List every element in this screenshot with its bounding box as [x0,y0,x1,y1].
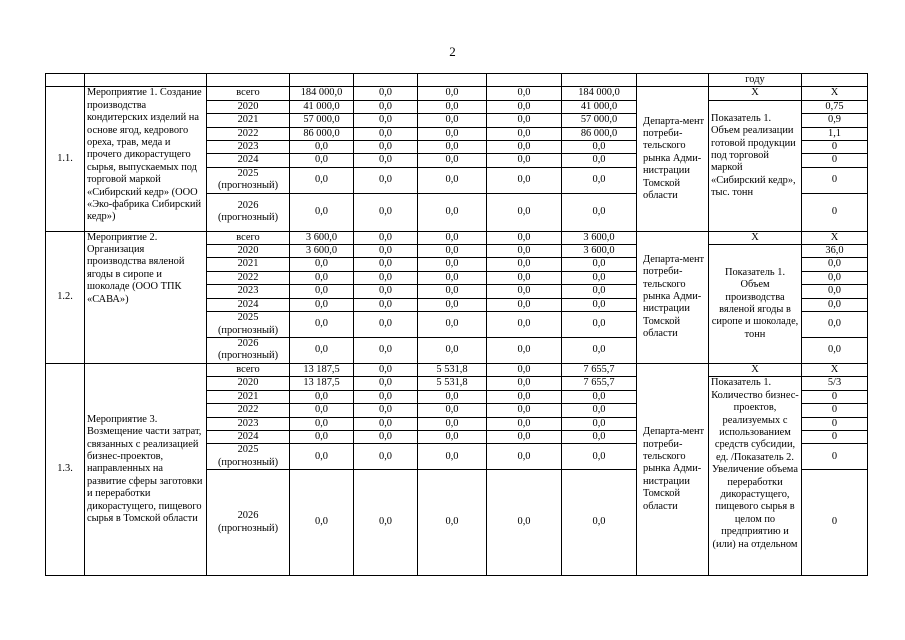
amount-cell: 5 531,8 [418,377,487,390]
indicator-value: 0 [802,417,868,430]
amount-cell: 0,0 [418,167,487,193]
amount-cell: 0,0 [418,141,487,154]
amount-cell: 7 655,7 [562,377,637,390]
amount-cell: 41 000,0 [562,100,637,113]
amount-cell: 0,0 [418,271,487,284]
amount-cell: 0,0 [562,337,637,363]
amount-cell: 0,0 [487,258,562,271]
amount-cell: 0,0 [418,245,487,258]
amount-cell: 0,0 [562,298,637,311]
indicator-value: 0,9 [802,114,868,127]
amount-cell: 0,0 [290,258,354,271]
indicator-value: 0 [802,404,868,417]
amount-cell: 0,0 [290,430,354,443]
indicator-description [709,100,802,231]
amount-cell: 41 000,0 [290,100,354,113]
amount-cell: 0,0 [418,390,487,403]
amount-cell: 0,0 [418,87,487,100]
amount-cell: 0,0 [418,100,487,113]
amount-cell: 0,0 [418,231,487,244]
period-cell: 2024 [207,298,290,311]
amount-cell: 0,0 [562,167,637,193]
amount-cell: 0,0 [290,141,354,154]
table-row [46,87,868,100]
amount-cell: 0,0 [354,87,418,100]
amount-cell: 0,0 [487,285,562,298]
department-cell: Департа-мент потреби-тельского рынка Адми-нистрации Томской области [637,231,709,363]
amount-cell: 0,0 [418,258,487,271]
amount-cell: 0,0 [562,444,637,470]
amount-cell: 0,0 [290,470,354,576]
period-cell: 2020 [207,100,290,113]
amount-cell: 0,0 [487,470,562,576]
amount-cell: 0,0 [354,114,418,127]
amount-cell: 3 600,0 [290,245,354,258]
indicator-value: 0,0 [802,271,868,284]
amount-cell: 5 531,8 [418,363,487,376]
period-cell: 2022 [207,127,290,140]
amount-cell: 0,0 [290,444,354,470]
period-cell: 2026 (прогнозный) [207,193,290,231]
header-row [46,74,868,87]
period-cell: 2022 [207,271,290,284]
indicator-text: Показатель 1. Объем реализации готовой продукции под торговой маркой «Сибирский кедр», тыс. тонн [711,112,796,199]
amount-cell: 0,0 [290,390,354,403]
period-cell: 2020 [207,377,290,390]
period-cell: 2020 [207,245,290,258]
period-cell: 2025 (прогнозный) [207,312,290,338]
indicator-total-cell: X [709,87,802,100]
amount-cell: 0,0 [562,430,637,443]
period-cell: 2026 (прогнозный) [207,337,290,363]
indicator-value: 0 [802,154,868,167]
amount-cell: 0,0 [487,114,562,127]
table-row [46,363,868,376]
amount-cell: 3 600,0 [290,231,354,244]
amount-cell: 13 187,5 [290,377,354,390]
indicator-value: X [802,231,868,244]
amount-cell: 0,0 [354,193,418,231]
indicator-value: 5/3 [802,377,868,390]
amount-cell: 0,0 [354,100,418,113]
amount-cell: 0,0 [562,285,637,298]
amount-cell: 0,0 [354,417,418,430]
amount-cell: 0,0 [354,245,418,258]
indicator-value: 0 [802,167,868,193]
table-row [46,231,868,244]
amount-cell: 0,0 [487,245,562,258]
period-cell: 2024 [207,154,290,167]
amount-cell: 0,0 [562,258,637,271]
period-cell: 2026 (прогнозный) [207,470,290,576]
section-number: 1.3. [46,363,85,575]
indicator-header-cell: году [709,74,802,87]
amount-cell: 0,0 [354,470,418,576]
amount-cell: 0,0 [354,285,418,298]
department-cell: Департа-мент потреби-тельского рынка Адми-нистрации Томской области [637,363,709,575]
amount-cell: 0,0 [354,377,418,390]
indicator-value: 0,0 [802,298,868,311]
indicator-value: X [802,363,868,376]
amount-cell: 0,0 [418,154,487,167]
indicator-value: X [802,87,868,100]
amount-cell: 0,0 [487,231,562,244]
indicator-description [709,377,802,576]
indicator-value: 0 [802,430,868,443]
period-cell: 2023 [207,285,290,298]
indicator-text: Показатель 1. Объем производства вяленой ягоды в сиропе и шоколаде, тонн [711,266,799,340]
amount-cell: 0,0 [487,444,562,470]
indicator-text: Количество бизнес-проектов, реализуемых с использованием средств субсидии, ед. /Показатель 2. Увеличение объема переработки дикорастущего, пищевого сырья в целом по предприятию и (или) на отдельном [711,389,799,550]
amount-cell: 0,0 [487,100,562,113]
indicator-value: 0 [802,390,868,403]
period-cell: всего [207,87,290,100]
amount-cell: 57 000,0 [290,114,354,127]
amount-cell: 0,0 [487,127,562,140]
indicator-value: 36,0 [802,245,868,258]
period-cell: 2025 (прогнозный) [207,167,290,193]
indicator-description [709,245,802,364]
amount-cell: 86 000,0 [290,127,354,140]
amount-cell: 0,0 [487,87,562,100]
section-number: 1.1. [46,87,85,231]
amount-cell: 0,0 [487,337,562,363]
period-cell: всего [207,231,290,244]
indicator-total-cell: X [709,231,802,244]
amount-cell: 57 000,0 [562,114,637,127]
indicator-value: 0,0 [802,285,868,298]
amount-cell: 0,0 [354,258,418,271]
period-cell: всего [207,363,290,376]
amount-cell: 0,0 [487,193,562,231]
indicator-value: 0 [802,193,868,231]
amount-cell: 3 600,0 [562,231,637,244]
event-description: Мероприятие 3. Возмещение части затрат, связанных с реализацией бизнес-проектов, направленных на развитие сферы заготовки и переработки дикорастущего, пищевого сырья в Томской области [85,363,207,575]
amount-cell: 0,0 [354,167,418,193]
indicator-value: 1,1 [802,127,868,140]
amount-cell: 0,0 [354,231,418,244]
period-cell: 2025 (прогнозный) [207,444,290,470]
amount-cell: 0,0 [290,298,354,311]
indicator-value: 0,75 [802,100,868,113]
amount-cell: 0,0 [562,404,637,417]
amount-cell: 0,0 [354,404,418,417]
indicator-heading: Показатель 1. [711,377,772,389]
amount-cell: 0,0 [418,417,487,430]
indicator-value: 0 [802,470,868,576]
amount-cell: 184 000,0 [562,87,637,100]
indicator-value: 0,0 [802,312,868,338]
amount-cell: 0,0 [562,470,637,576]
amount-cell: 86 000,0 [562,127,637,140]
amount-cell: 0,0 [354,127,418,140]
amount-cell: 0,0 [418,193,487,231]
amount-cell: 0,0 [562,417,637,430]
amount-cell: 0,0 [418,404,487,417]
period-cell: 2021 [207,258,290,271]
amount-cell: 0,0 [487,167,562,193]
budget-table [45,73,868,576]
amount-cell: 0,0 [290,167,354,193]
amount-cell: 0,0 [418,430,487,443]
amount-cell: 0,0 [562,154,637,167]
amount-cell: 0,0 [562,193,637,231]
amount-cell: 7 655,7 [562,363,637,376]
amount-cell: 0,0 [354,298,418,311]
period-cell: 2021 [207,390,290,403]
indicator-value: 0,0 [802,337,868,363]
amount-cell: 0,0 [487,298,562,311]
amount-cell: 0,0 [290,193,354,231]
amount-cell: 0,0 [487,363,562,376]
indicator-total-cell: X [709,363,802,376]
indicator-value: 0 [802,444,868,470]
amount-cell: 0,0 [562,390,637,403]
event-description: Мероприятие 1. Создание производства кондитерских изделий на основе ягод, кедрового ореха, трав, меда и прочего дикорастущего сырья, выпускаемых под торговой маркой «Сибирский кедр» (ООО «Эко-фабрика Сибирский кедр») [85,87,207,231]
amount-cell: 0,0 [418,312,487,338]
amount-cell: 0,0 [354,430,418,443]
amount-cell: 0,0 [487,377,562,390]
period-cell: 2023 [207,141,290,154]
amount-cell: 0,0 [487,141,562,154]
amount-cell: 0,0 [487,312,562,338]
period-cell: 2023 [207,417,290,430]
amount-cell: 0,0 [290,285,354,298]
page-number: 2 [449,44,456,59]
amount-cell: 0,0 [487,430,562,443]
amount-cell: 3 600,0 [562,245,637,258]
amount-cell: 0,0 [354,271,418,284]
amount-cell: 0,0 [418,127,487,140]
amount-cell: 0,0 [354,390,418,403]
event-description: Мероприятие 2. Организация производства вяленой ягоды в сиропе и шоколаде (ООО ТПК «САВА») [85,231,207,363]
amount-cell: 0,0 [487,390,562,403]
amount-cell: 184 000,0 [290,87,354,100]
amount-cell: 0,0 [290,312,354,338]
amount-cell: 0,0 [562,312,637,338]
amount-cell: 0,0 [418,337,487,363]
amount-cell: 0,0 [290,404,354,417]
amount-cell: 0,0 [562,271,637,284]
amount-cell: 13 187,5 [290,363,354,376]
amount-cell: 0,0 [290,337,354,363]
amount-cell: 0,0 [354,337,418,363]
section-number: 1.2. [46,231,85,363]
amount-cell: 0,0 [290,417,354,430]
amount-cell: 0,0 [562,141,637,154]
amount-cell: 0,0 [354,444,418,470]
amount-cell: 0,0 [418,470,487,576]
amount-cell: 0,0 [418,298,487,311]
amount-cell: 0,0 [290,154,354,167]
amount-cell: 0,0 [487,404,562,417]
period-cell: 2024 [207,430,290,443]
amount-cell: 0,0 [354,363,418,376]
amount-cell: 0,0 [418,444,487,470]
amount-cell: 0,0 [354,312,418,338]
amount-cell: 0,0 [354,141,418,154]
period-cell: 2021 [207,114,290,127]
amount-cell: 0,0 [487,271,562,284]
indicator-value: 0,0 [802,258,868,271]
period-cell: 2022 [207,404,290,417]
amount-cell: 0,0 [354,154,418,167]
amount-cell: 0,0 [418,114,487,127]
amount-cell: 0,0 [487,154,562,167]
department-cell: Департа-мент потреби-тельского рынка Адми-нистрации Томской области [637,87,709,231]
amount-cell: 0,0 [487,417,562,430]
amount-cell: 0,0 [418,285,487,298]
amount-cell: 0,0 [290,271,354,284]
indicator-value: 0 [802,141,868,154]
